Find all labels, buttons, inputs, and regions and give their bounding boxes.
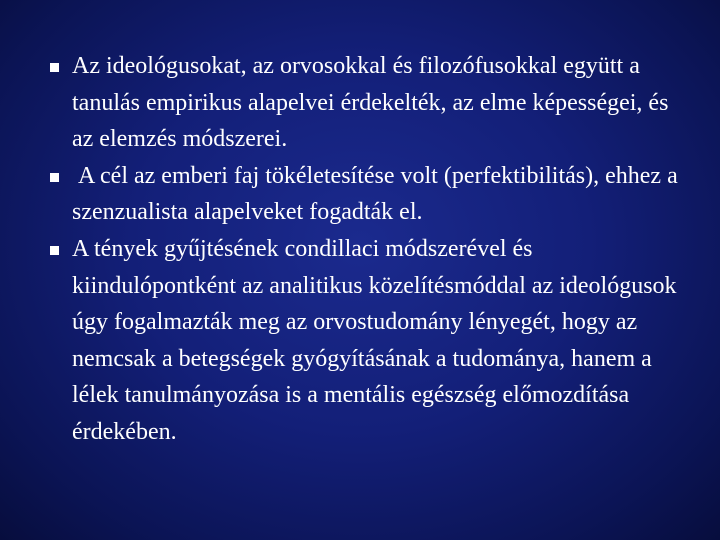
bullet-item xyxy=(50,158,690,231)
bullet-text: A cél az emberi faj tökéletesítése volt (perfektibilitás), ehhez a szenzualista alapelveket fogadták el. xyxy=(72,162,684,226)
square-bullet-icon xyxy=(50,246,59,255)
bullet-item xyxy=(50,231,690,451)
bullet-text: A tények gyűjtésének condillaci módszerével és kiindulópontként az analitikus közelítésmóddal az ideológusok úgy fogalmazták meg az orvostudomány lényegét, hogy az nemcsak a betegségek gyógyításának a tudománya, hanem a lélek tanulmányozása is a mentális egészség előmozdítása érdekében. xyxy=(72,235,677,445)
square-bullet-icon xyxy=(50,63,59,72)
bullet-text: Az ideológusokat, az orvosokkal és filozófusokkal együtt a tanulás empirikus alapelvei érdekelték, az elme képességei, és az elemzés módszerei. xyxy=(72,53,669,153)
square-bullet-icon xyxy=(50,173,59,182)
bullet-list xyxy=(50,48,690,451)
bullet-item xyxy=(50,48,690,158)
